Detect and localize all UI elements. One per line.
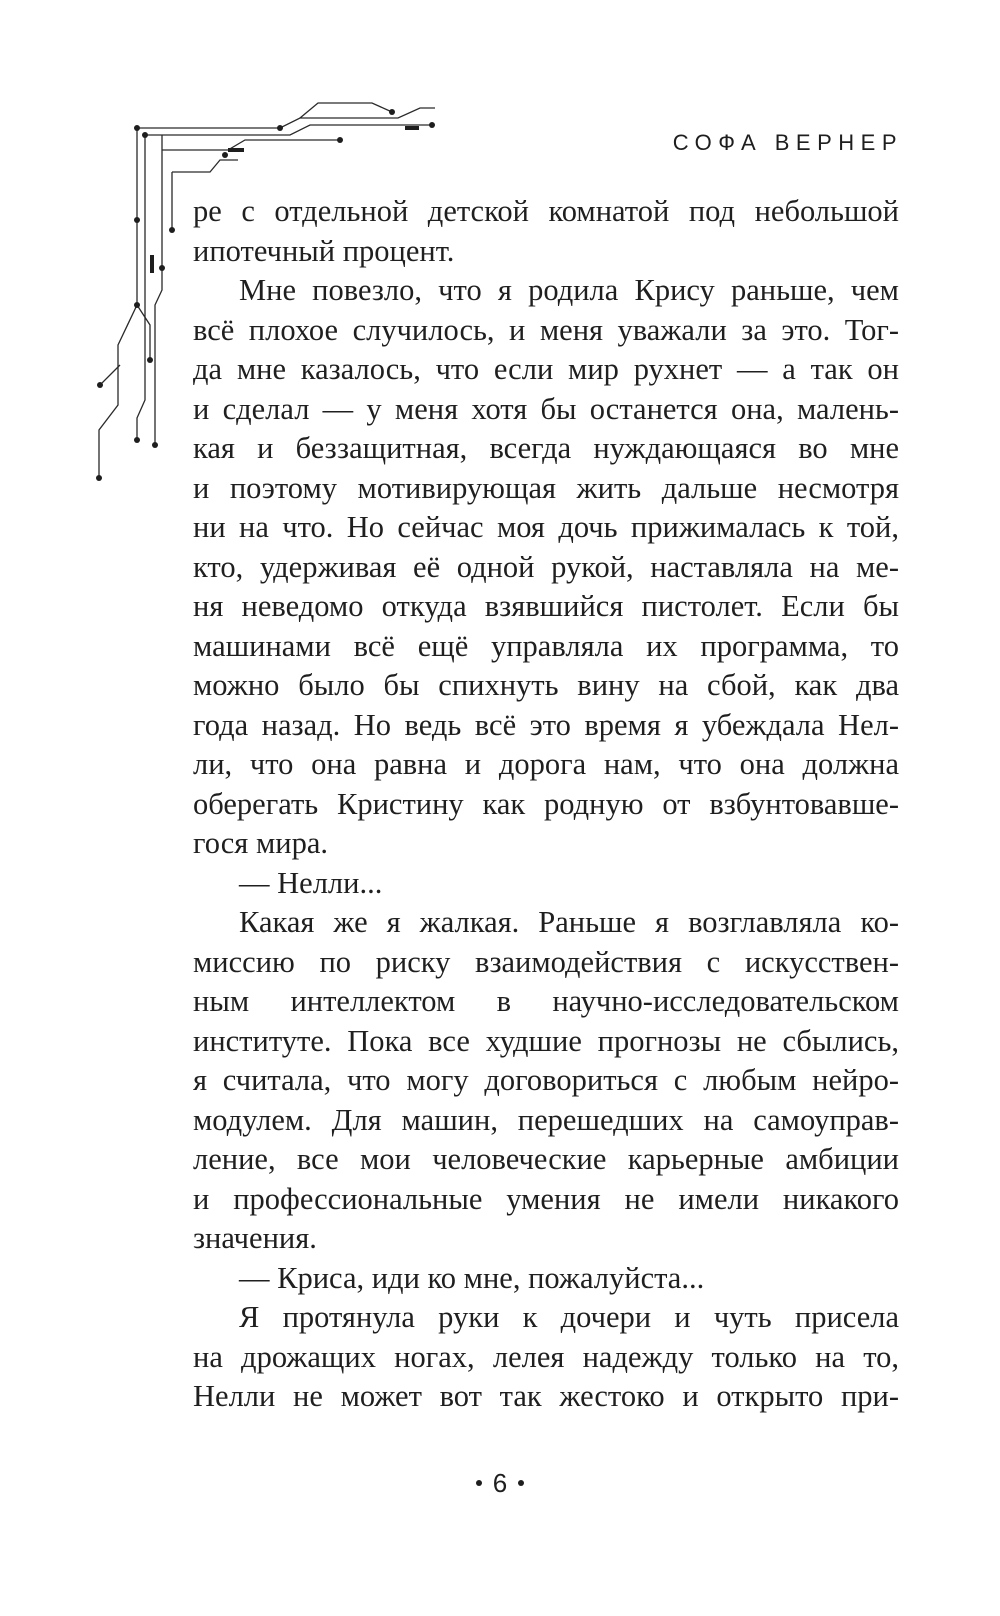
page-number bbox=[0, 1468, 1000, 1499]
page-number-value: 6 bbox=[492, 1468, 508, 1498]
text-line: модулем. Для машин, перешедших на самоуправ- bbox=[193, 1102, 899, 1137]
text-line: Какая же я жалкая. Раньше я возглавляла ко- bbox=[239, 905, 899, 939]
text-line: Я протянула руки к дочери и чуть присела bbox=[239, 1300, 899, 1334]
text-line: гося мира. bbox=[193, 826, 328, 860]
text-line: всё плохое случилось, и меня уважали за это. Тог- bbox=[193, 312, 899, 347]
text-line: институте. Пока все худшие прогнозы не сбылись, bbox=[193, 1023, 899, 1058]
text-line: кая и беззащитная, всегда нуждающаяся во мне bbox=[193, 431, 899, 465]
text-line: ипотечный процент. bbox=[193, 233, 455, 268]
text-line: оберегать Кристину как родную от взбунтовавше- bbox=[193, 786, 899, 821]
text-line: года назад. Но ведь всё это время я убеждала Нел- bbox=[193, 707, 899, 742]
text-line: ня неведомо откуда взявшийся пистолет. Если бы bbox=[193, 589, 899, 623]
text-line: кто, удерживая её одной рукой, наставляла на ме- bbox=[193, 549, 899, 584]
text-line: ли, что она равна и дорога нам, что она должна bbox=[193, 747, 899, 781]
bullet-icon bbox=[518, 1480, 524, 1486]
text-line: и профессиональные умения не имели никакого bbox=[193, 1181, 899, 1216]
text-line: я считала, что могу договориться с любым нейро- bbox=[193, 1063, 899, 1097]
text-line: Нелли не может вот так жестоко и открыто при- bbox=[193, 1379, 899, 1413]
text-line: и поэтому мотивирующая жить дальше несмотря bbox=[193, 470, 899, 505]
text-line: ление, все мои человеческие карьерные амбиции bbox=[193, 1142, 899, 1176]
text-line: ни на что. Но сейчас моя дочь прижималась к той, bbox=[193, 510, 899, 544]
text-line: Мне повезло, что я родила Крису раньше, чем bbox=[239, 273, 899, 307]
text-line: ре с отдельной детской комнатой под небольшой bbox=[193, 194, 899, 228]
text-line: да мне казалось, что если мир рухнет — а так он bbox=[193, 352, 899, 386]
text-line: значения. bbox=[193, 1221, 317, 1255]
text-line: на дрожащих ногах, лелея надежду только на то, bbox=[193, 1339, 899, 1374]
text-line: миссию по риску взаимодействия с искусствен- bbox=[193, 944, 899, 979]
body-text bbox=[193, 192, 899, 1417]
running-head: СОФА ВЕРНЕР bbox=[672, 130, 903, 155]
text-line: — Нелли... bbox=[239, 865, 383, 900]
text-line: и сделал — у меня хотя бы останется она, малень- bbox=[193, 391, 899, 426]
text-line: машинами всё ещё управляла их программа, то bbox=[193, 628, 899, 663]
text-line: ным интеллектом в научно-исследовательском bbox=[193, 984, 899, 1018]
text-line: можно было бы спихнуть вину на сбой, как два bbox=[193, 668, 899, 702]
text-line: — Криса, иди ко мне, пожалуйста... bbox=[239, 1260, 705, 1295]
bullet-icon bbox=[476, 1480, 482, 1486]
